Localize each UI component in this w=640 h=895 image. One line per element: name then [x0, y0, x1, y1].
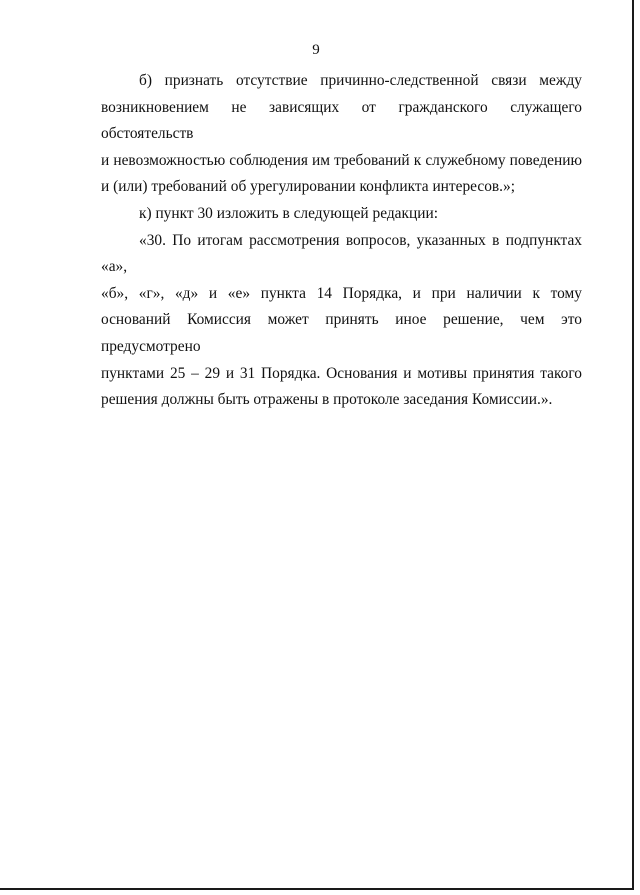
document-body — [101, 68, 582, 414]
text-line: решения должны быть отражены в протоколе заседания Комиссии.». — [101, 391, 553, 409]
text-line: б) признать отсутствие причинно-следственной связи между — [139, 72, 582, 89]
paragraph-item-30-text — [101, 228, 582, 414]
text-line: возникновением не зависящих от гражданского служащего обстоятельств — [101, 98, 582, 143]
text-line: и (или) требований об урегулировании конфликта интересов.»; — [101, 178, 515, 196]
paragraph-b-recognize — [101, 68, 582, 201]
paragraph-k-item-30 — [101, 201, 582, 228]
text-line: «б», «г», «д» и «е» пункта 14 Порядка, и при наличии к тому — [101, 284, 582, 302]
text-line: «30. По итогам рассмотрения вопросов, указанных в подпунктах «а», — [101, 231, 582, 276]
page-number: 9 — [312, 42, 320, 58]
text-line: пунктами 25 – 29 и 31 Порядка. Основания и мотивы принятия такого — [101, 364, 582, 382]
text-line: к) пункт 30 изложить в следующей редакции: — [139, 204, 438, 222]
text-line: оснований Комиссия может принять иное решение, чем это предусмотрено — [101, 311, 582, 355]
text-line: и невозможностью соблюдения им требований к служебному поведению — [101, 151, 582, 169]
